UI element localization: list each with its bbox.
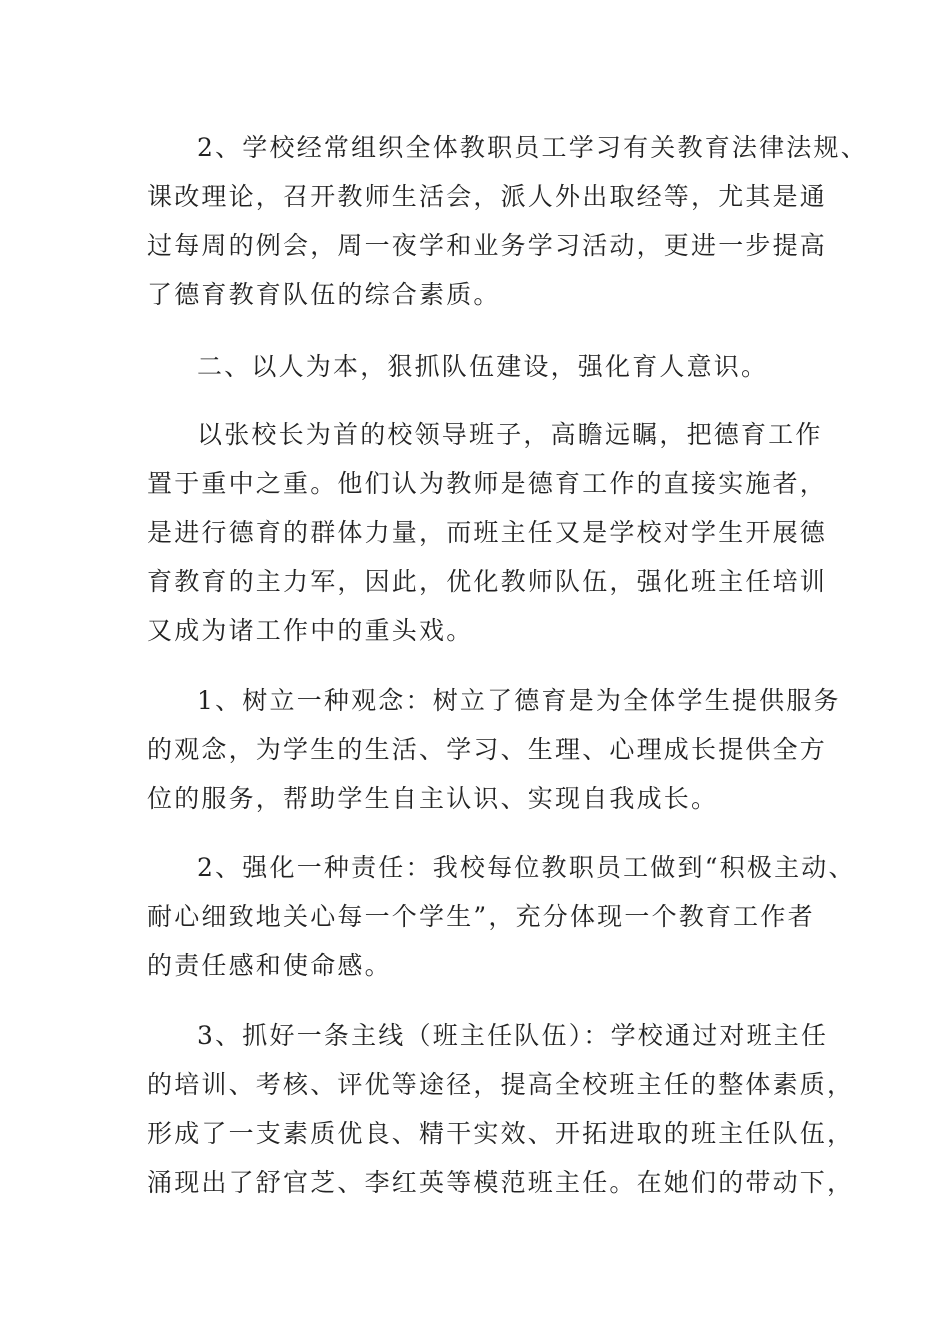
paragraph-line: 了德育教育队伍的综合素质。 — [147, 280, 501, 309]
section-heading — [147, 342, 827, 391]
paragraph-line: 涌现出了舒官芝、李红英等模范班主任。在她们的带动下， — [147, 1168, 855, 1197]
paragraph-line: 是进行德育的群体力量，而班主任又是学校对学生开展德 — [147, 518, 828, 547]
heading-line: 二、以人为本，狠抓队伍建设，强化育人意识。 — [197, 352, 769, 381]
paragraph-line: 以张校长为首的校领导班子，高瞻远瞩，把德育工作 — [197, 420, 823, 449]
paragraph-4 — [147, 843, 856, 990]
paragraph-line: 位的服务，帮助学生自主认识、实现自我成长。 — [147, 784, 719, 813]
paragraph-3 — [147, 676, 841, 823]
paragraph-line: 的责任感和使命感。 — [147, 951, 392, 980]
paragraph-line: 过每周的例会，周一夜学和业务学习活动，更进一步提高 — [147, 231, 828, 260]
paragraph-line: 的培训、考核、评优等途径，提高全校班主任的整体素质， — [147, 1070, 855, 1099]
paragraph-line: 形成了一支素质优良、精干实效、开拓进取的班主任队伍， — [147, 1119, 855, 1148]
paragraph-line: 3、抓好一条主线（班主任队伍）：学校通过对班主任 — [197, 1021, 829, 1050]
paragraph-1 — [147, 123, 868, 319]
paragraph-line: 课改理论，召开教师生活会，派人外出取经等，尤其是通 — [147, 182, 828, 211]
paragraph-line: 育教育的主力军，因此，优化教师队伍，强化班主任培训 — [147, 567, 828, 596]
paragraph-line: 2、学校经常组织全体教职员工学习有关教育法律法规、 — [197, 133, 868, 162]
paragraph-5 — [147, 1011, 855, 1207]
paragraph-line: 的观念，为学生的生活、学习、生理、心理成长提供全方 — [147, 735, 828, 764]
paragraph-line: 耐心细致地关心每一个学生”，充分体现一个教育工作者 — [147, 902, 815, 931]
paragraph-line: 置于重中之重。他们认为教师是德育工作的直接实施者， — [147, 469, 828, 498]
paragraph-line: 2、强化一种责任：我校每位教职员工做到“积极主动、 — [197, 853, 856, 882]
paragraph-line: 又成为诸工作中的重头戏。 — [147, 616, 474, 645]
paragraph-line: 1、树立一种观念：树立了德育是为全体学生提供服务 — [197, 686, 841, 715]
paragraph-2 — [147, 410, 827, 655]
